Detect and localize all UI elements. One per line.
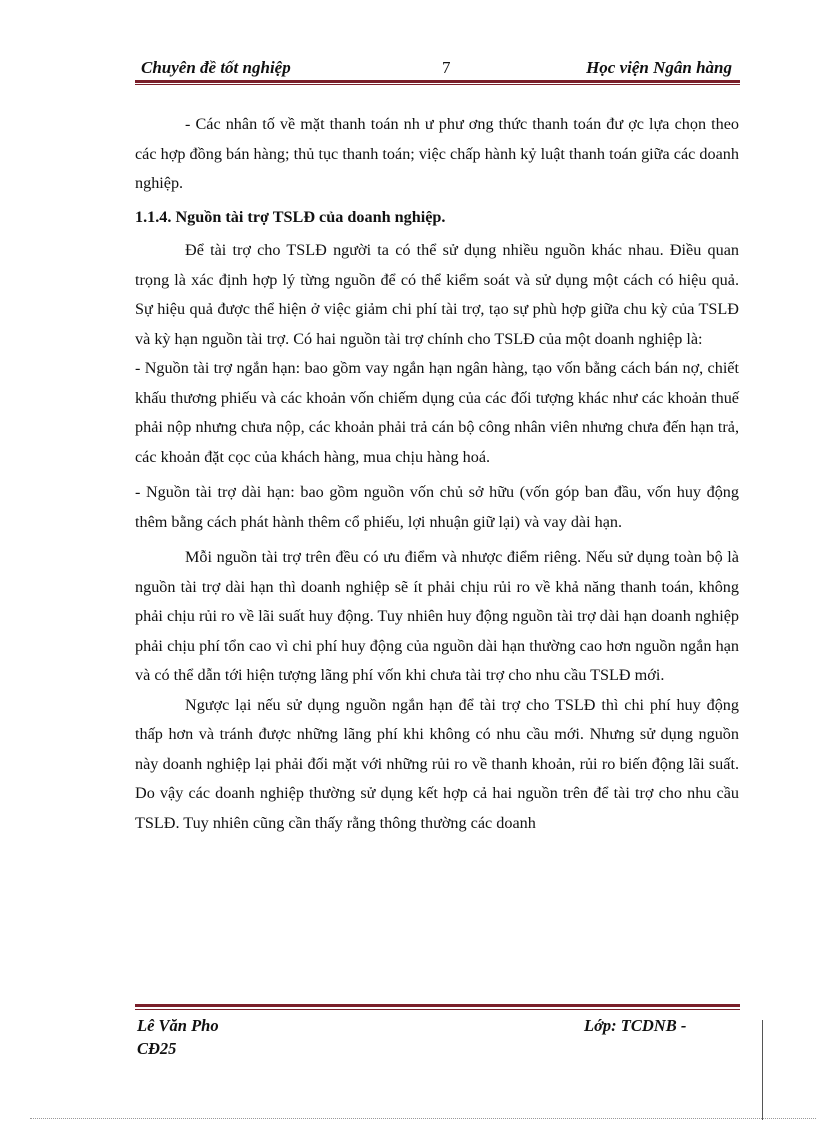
footer-class: Lớp: TCDNB -	[584, 1016, 687, 1035]
margin-line	[762, 1020, 763, 1120]
paragraph-funding-intro: Để tài trợ cho TSLĐ người ta có thể sử dụng nhiều nguồn khác nhau. Điều quan trọng là xác định hợp lý từng nguồn để có thể kiểm soát và sử dụng một cách có hiệu quả. Sự hiệu quả được thể hiện ở việc giảm chi phí tài trợ, tạo sự phù hợp giữa chu kỳ của TSLĐ và kỳ hạn nguồn tài trợ. Có hai nguồn tài trợ chính cho TSLĐ của một doanh nghiệp là:	[135, 241, 739, 348]
paragraph-long-term-sources: - Nguồn tài trợ dài hạn: bao gồm nguồn vốn chủ sở hữu (vốn góp ban đầu, vốn huy động thêm bằng cách phát hành thêm cổ phiếu, lợi nhuận giữ lại) và vay dài hạn.	[135, 483, 739, 531]
paragraph-short-term-sources: - Nguồn tài trợ ngắn hạn: bao gồm vay ngắn hạn ngân hàng, tạo vốn bằng cách bán nợ, chiết khấu thương phiếu và các khoản vốn chiếm dụng của các đối tượng khác như các khoản thuế phải nộp nhưng chưa nộp, các khoản phải trả cán bộ công nhân viên nhưng chưa đến hạn trả, các khoản đặt cọc của khách hàng, mua chịu hàng hoá.	[135, 359, 739, 466]
page-number: 7	[442, 58, 451, 77]
paragraph-pros-cons: Mỗi nguồn tài trợ trên đều có ưu điểm và nhược điểm riêng. Nếu sử dụng toàn bộ là nguồn tài trợ dài hạn thì doanh nghiệp sẽ ít phải chịu rủi ro về khả năng thanh toán, không phải chịu rủi ro về lãi suất huy động. Tuy nhiên huy động nguồn tài trợ dài hạn doanh nghiệp phải chịu phí tổn cao vì chi phí huy động của nguồn dài hạn thường cao hơn nguồn ngắn hạn và có thể dẫn tới hiện tượng lãng phí vốn khi chưa tài trợ cho nhu cầu TSLĐ mới.	[135, 548, 739, 684]
paragraph-payment-factors: - Các nhân tố về mặt thanh toán nh ư phư ơng thức thanh toán đư ợc lựa chọn theo các hợp đồng bán hàng; thủ tục thanh toán; việc chấp hành kỷ luật thanh toán giữa các doanh nghiệp.	[135, 115, 739, 192]
footer-rule	[135, 1004, 740, 1010]
header-rule	[135, 80, 740, 85]
paragraph-short-term-use: Ngược lại nếu sử dụng nguồn ngắn hạn để tài trợ cho TSLĐ thì chi phí huy động thấp hơn và tránh được những lãng phí khi không có nhu cầu mới. Nhưng sử dụng nguồn này doanh nghiệp lại phải đối mặt với những rủi ro về thanh khoản, rủi ro biến động lãi suất. Do vậy các doanh nghiệp thường sử dụng kết hợp cả hai nguồn trên để tài trợ cho nhu cầu TSLĐ. Tuy nhiên cũng cần thấy rằng thông thường các doanh	[135, 695, 739, 832]
header-thesis-title: Chuyên đề tốt nghiệp	[141, 58, 291, 77]
page-header	[135, 56, 740, 80]
header-institution: Học viện Ngân hàng	[586, 58, 732, 77]
footer-author: Lê Văn Pho	[137, 1016, 219, 1035]
footer-code: CĐ25	[137, 1039, 177, 1058]
page-body	[135, 110, 739, 838]
page-bottom-dotted-line	[30, 1118, 816, 1119]
section-heading: 1.1.4. Nguồn tài trợ TSLĐ của doanh nghiệp.	[135, 207, 446, 226]
